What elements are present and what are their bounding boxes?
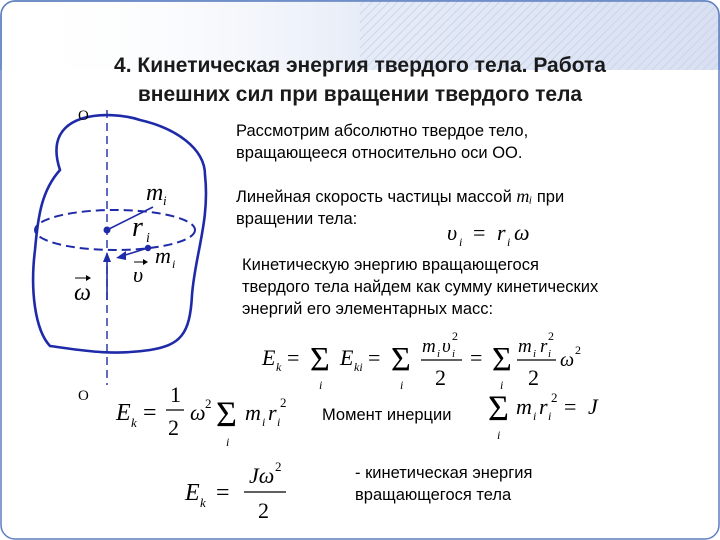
svg-text:ω: ω bbox=[560, 349, 575, 371]
svg-text:i: i bbox=[262, 415, 266, 429]
svg-text:i: i bbox=[507, 235, 511, 249]
svg-text:i: i bbox=[533, 348, 537, 360]
svg-text:2: 2 bbox=[280, 395, 287, 410]
moment-inertia-label: Момент инерции bbox=[322, 406, 452, 424]
para3-line3: энергий его элементарных масс: bbox=[242, 300, 494, 318]
svg-text:=: = bbox=[287, 345, 300, 370]
svg-text:2: 2 bbox=[258, 498, 269, 523]
mass-label-top-sub: i bbox=[163, 193, 167, 208]
svg-text:m: m bbox=[518, 336, 532, 357]
svg-text:ki: ki bbox=[354, 360, 363, 374]
svg-text:i: i bbox=[319, 378, 323, 392]
svg-text:i: i bbox=[459, 235, 463, 249]
svg-text:i: i bbox=[452, 348, 456, 360]
svg-text:E: E bbox=[262, 345, 276, 370]
svg-text:Σ: Σ bbox=[216, 394, 237, 434]
svg-text:i: i bbox=[497, 428, 501, 442]
svg-text:=: = bbox=[470, 345, 483, 370]
svg-text:=: = bbox=[368, 345, 381, 370]
formula-inertia bbox=[488, 388, 599, 442]
svg-text:ω: ω bbox=[190, 400, 206, 425]
svg-text:i: i bbox=[277, 415, 281, 429]
svg-text:m: m bbox=[516, 394, 532, 419]
svg-text:=: = bbox=[564, 394, 577, 419]
para2-line2: вращении тела: bbox=[236, 210, 358, 228]
svg-text:2: 2 bbox=[205, 396, 212, 411]
svg-text:2: 2 bbox=[528, 365, 539, 390]
svg-text:υ: υ bbox=[447, 220, 458, 245]
svg-text:k: k bbox=[276, 360, 282, 374]
formula-velocity bbox=[447, 220, 530, 249]
svg-text:r: r bbox=[268, 400, 277, 425]
title-line-2: внешних сил при вращении твердого тела bbox=[137, 83, 583, 106]
svg-text:E: E bbox=[116, 400, 131, 426]
svg-text:E: E bbox=[340, 345, 354, 370]
svg-text:i: i bbox=[548, 409, 552, 423]
axis-bottom-label: O bbox=[78, 388, 89, 404]
svg-text:i: i bbox=[226, 435, 230, 449]
svg-text:i: i bbox=[437, 348, 441, 360]
radius-label-sub: i bbox=[146, 231, 150, 246]
para1-line1: Рассмотрим абсолютно твердое тело, bbox=[236, 122, 529, 140]
final-line2: вращающегося тела bbox=[355, 486, 512, 504]
svg-text:k: k bbox=[200, 495, 206, 510]
formula-energy-sum bbox=[261, 329, 581, 392]
svg-text:r: r bbox=[497, 220, 506, 245]
svg-text:Σ: Σ bbox=[492, 341, 512, 378]
svg-text:r: r bbox=[540, 336, 548, 357]
title-line-1: 4. Кинетическая энергия твердого тела. Работа bbox=[114, 54, 606, 77]
para2-mass: mᵢ bbox=[516, 186, 533, 206]
para2-line1: Линейная скорость частицы массой bbox=[236, 188, 512, 206]
svg-text:=: = bbox=[473, 220, 486, 245]
svg-text:2: 2 bbox=[548, 329, 554, 343]
svg-text:=: = bbox=[216, 480, 230, 506]
svg-text:J: J bbox=[588, 394, 598, 419]
velocity-label: υ bbox=[133, 262, 144, 287]
svg-text:=: = bbox=[143, 400, 157, 426]
svg-text:i: i bbox=[533, 409, 537, 423]
formula-energy-final bbox=[184, 459, 286, 523]
svg-text:E: E bbox=[185, 480, 200, 506]
para3-line2: твердого тела найдем как сумму кинетических bbox=[242, 278, 599, 296]
mass-label-bottom: m bbox=[155, 243, 171, 268]
para1-line2: вращающееся относительно оси ОО. bbox=[236, 144, 523, 162]
svg-text:m: m bbox=[422, 336, 436, 357]
formula-energy-half bbox=[115, 382, 287, 449]
svg-text:i: i bbox=[500, 378, 504, 392]
mass-label-bottom-sub: i bbox=[172, 257, 176, 271]
svg-text:ω: ω bbox=[514, 220, 530, 245]
svg-text:2: 2 bbox=[435, 365, 446, 390]
svg-text:Σ: Σ bbox=[310, 341, 330, 378]
svg-text:i: i bbox=[400, 378, 404, 392]
svg-text:k: k bbox=[131, 415, 137, 430]
omega-label: ω bbox=[74, 280, 91, 306]
svg-text:Σ: Σ bbox=[488, 388, 509, 428]
svg-text:2: 2 bbox=[275, 459, 282, 474]
radius-label: r bbox=[132, 212, 143, 243]
svg-text:1: 1 bbox=[170, 382, 181, 407]
para3-line1: Кинетическую энергию вращающегося bbox=[242, 256, 539, 274]
svg-text:Jω: Jω bbox=[249, 463, 275, 488]
svg-text:υ: υ bbox=[442, 336, 451, 357]
svg-text:2: 2 bbox=[452, 329, 458, 343]
svg-text:i: i bbox=[548, 348, 552, 360]
svg-text:m: m bbox=[245, 400, 261, 425]
final-line1: - кинетическая энергия bbox=[355, 464, 533, 482]
svg-text:Σ: Σ bbox=[391, 341, 411, 378]
para2-line1-end: при bbox=[536, 188, 565, 206]
svg-text:2: 2 bbox=[575, 343, 581, 357]
svg-text:2: 2 bbox=[168, 415, 179, 440]
svg-text:r: r bbox=[539, 394, 548, 419]
axis-top-label: O bbox=[78, 108, 89, 124]
mass-label-top: m bbox=[146, 180, 164, 206]
svg-text:2: 2 bbox=[551, 390, 558, 405]
